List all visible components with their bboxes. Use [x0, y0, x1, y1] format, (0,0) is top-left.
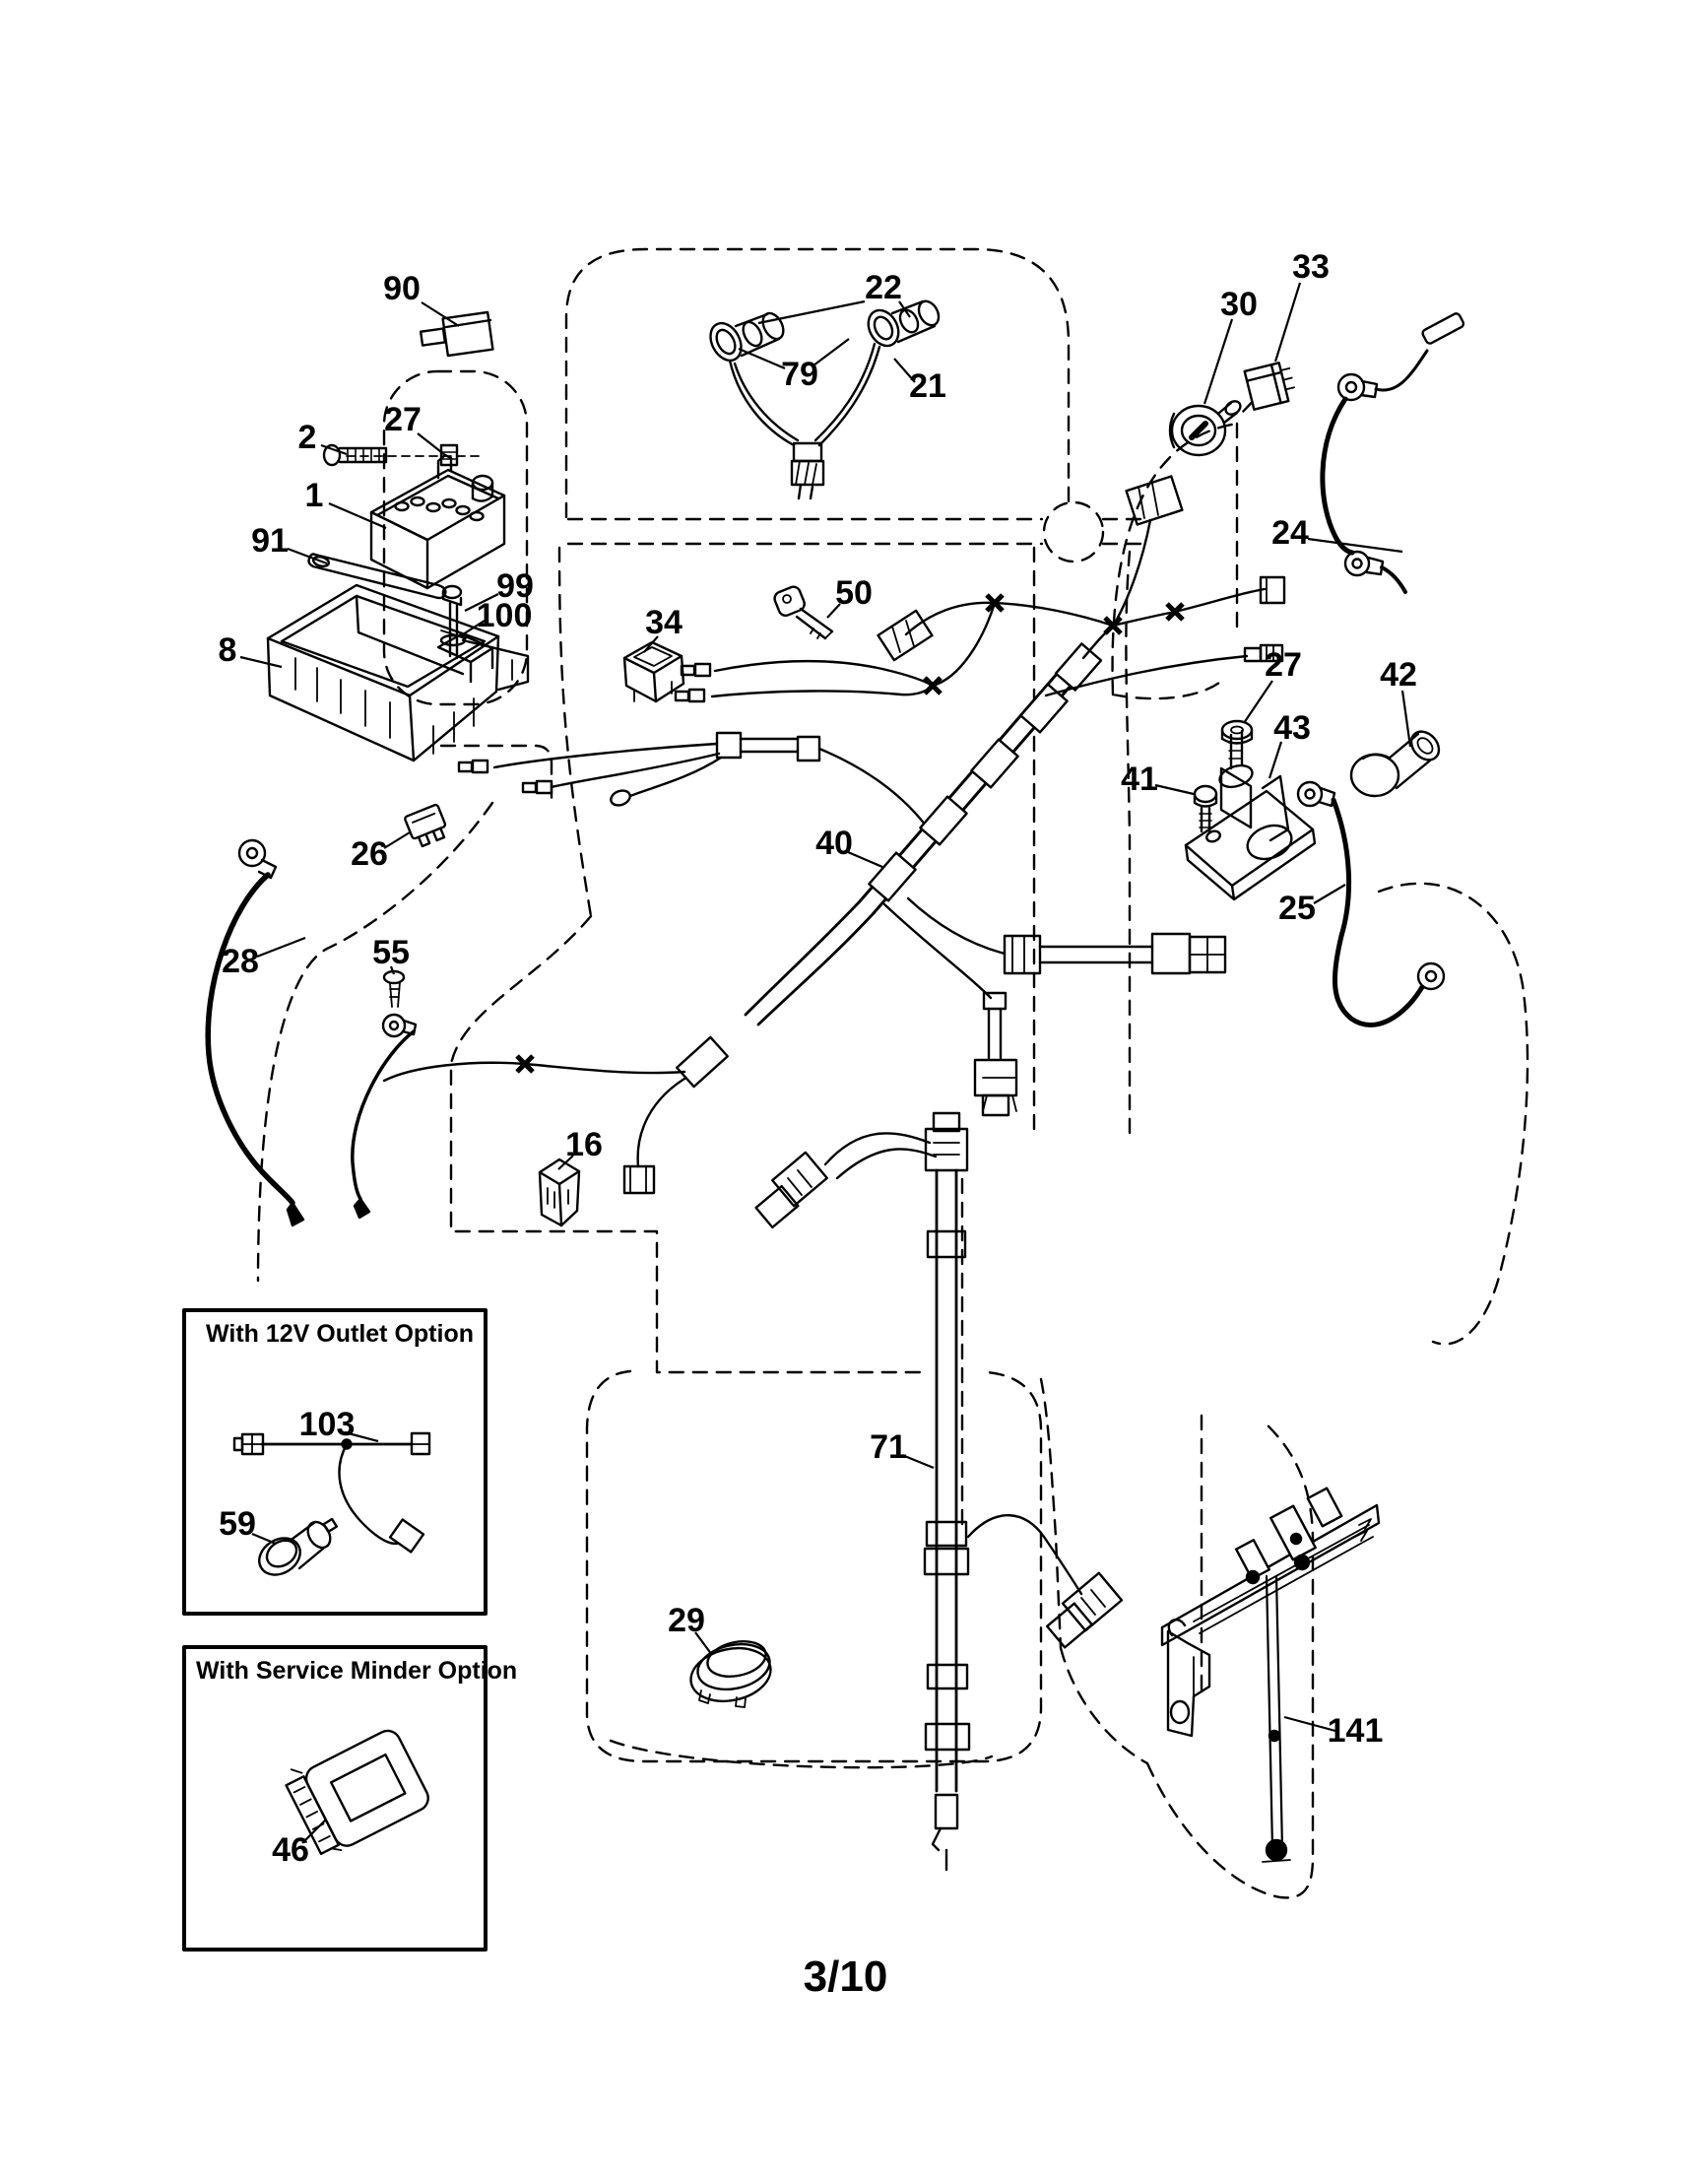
part-59-power-outlet: [252, 1518, 337, 1582]
leader-line-27: [1244, 681, 1272, 723]
callout-label-4-91: 91: [251, 521, 289, 560]
callout-label-6-100: 100: [476, 596, 533, 634]
callout-label-5-99: 99: [496, 566, 534, 605]
part-29-hour-meter: [685, 1636, 775, 1708]
option-box-title-12v-outlet: With 12V Outlet Option: [206, 1320, 474, 1348]
callout-label-8-22: 22: [865, 268, 902, 306]
callout-label-15-50: 50: [835, 573, 873, 612]
part-21-22-79-headlight-harness: [704, 298, 943, 498]
connector-near-relay: [624, 1076, 689, 1193]
callout-label-28-59: 59: [219, 1504, 256, 1543]
leader-line-22: [758, 301, 865, 323]
callout-label-7-8: 8: [218, 630, 237, 669]
leader-line-30: [1204, 319, 1232, 404]
part-55-screw: [383, 971, 416, 1036]
part-2-bolt: [324, 445, 386, 465]
callout-label-16-27: 27: [1265, 645, 1302, 684]
leader-line-41: [1155, 785, 1194, 794]
part-43-solenoid: [1186, 721, 1315, 899]
callout-label-19-41: 41: [1121, 760, 1158, 798]
callout-label-12-33: 33: [1292, 247, 1330, 286]
part-71-harness: [925, 1113, 1122, 1870]
splice-mark-3: [925, 678, 941, 694]
callout-label-10-21: 21: [909, 366, 946, 405]
callout-label-18-43: 43: [1273, 708, 1311, 747]
leader-line-90: [422, 302, 459, 326]
callout-layer: [219, 248, 1417, 1869]
part-25-cable: [1298, 782, 1444, 1025]
part-26-fuse: [404, 804, 449, 848]
part-1-battery: [371, 470, 504, 588]
callout-label-24-55: 55: [372, 933, 410, 971]
callout-label-23-28: 28: [222, 942, 259, 980]
part-50-key: [772, 585, 832, 638]
callout-label-22-25: 25: [1278, 889, 1316, 927]
callout-label-2-27: 27: [384, 400, 422, 438]
leader-line-40: [848, 852, 882, 867]
leader-line-28: [257, 938, 305, 957]
option-box-title-service-minder: With Service Minder Option: [196, 1657, 518, 1685]
chassis-outline: [258, 249, 1528, 1897]
page-number: 3/10: [803, 1952, 888, 2001]
callout-label-11-30: 30: [1220, 285, 1258, 323]
connector-diagonal-pair: [756, 1133, 936, 1226]
callout-label-0-90: 90: [383, 269, 421, 307]
callout-label-31-141: 141: [1327, 1711, 1384, 1750]
part-33-circuit-breaker: [1234, 361, 1297, 412]
callout-label-29-29: 29: [668, 1601, 705, 1639]
callout-label-26-71: 71: [870, 1427, 907, 1466]
callout-label-17-42: 42: [1380, 655, 1417, 694]
callout-label-27-103: 103: [298, 1405, 356, 1443]
callout-label-9-79: 79: [781, 355, 818, 393]
part-42-boot: [1351, 726, 1445, 796]
part-90-connector: [421, 312, 492, 356]
part-103-outlet-harness: [234, 1433, 429, 1552]
part-41-bolt: [1195, 786, 1216, 831]
callout-label-25-16: 16: [565, 1125, 603, 1163]
leader-line-43: [1269, 742, 1281, 778]
callout-label-13-24: 24: [1271, 513, 1309, 552]
leader-line-42: [1402, 691, 1410, 747]
callout-label-14-34: 34: [645, 603, 683, 641]
part-141-bracket: [1162, 1489, 1379, 1862]
callout-label-30-46: 46: [272, 1830, 309, 1869]
part-28-battery-cable: [208, 840, 414, 1225]
leader-line-8: [240, 657, 282, 667]
callout-label-21-40: 40: [815, 824, 853, 862]
callout-label-3-1: 1: [304, 476, 324, 514]
callout-label-20-26: 26: [351, 834, 388, 873]
part-inline-fuse-assembly: [459, 733, 926, 826]
callout-label-1-2: 2: [297, 418, 317, 456]
leader-line-25: [1314, 885, 1345, 903]
leader-line-79: [739, 349, 785, 368]
leader-line-33: [1275, 283, 1300, 362]
leader-line-24: [1308, 539, 1402, 552]
leader-line-79: [813, 339, 849, 365]
connector-inline-horizontal: [908, 898, 1225, 973]
connector-vertical-plug: [884, 904, 1016, 1115]
